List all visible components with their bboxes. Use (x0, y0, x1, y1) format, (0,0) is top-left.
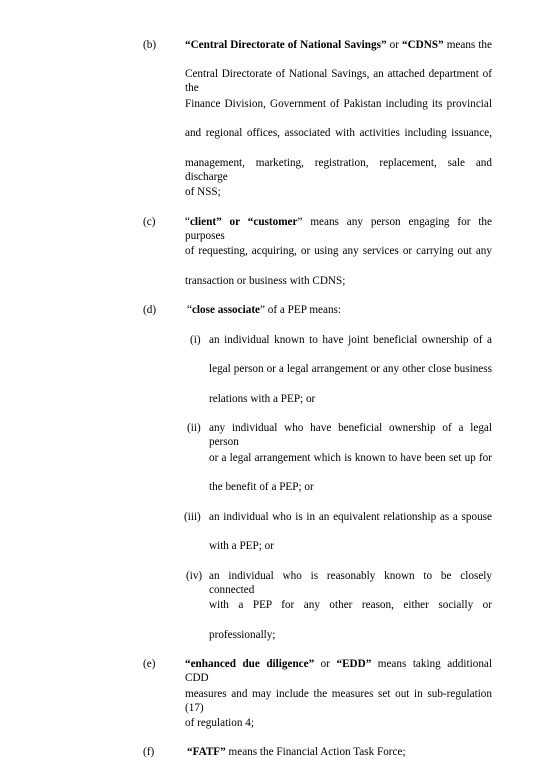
subitem-d-ii-line-1: any individual who have beneficial ownership of a legal person (209, 422, 492, 448)
subitem-d-i-line-3: relations with a PEP; or (209, 393, 316, 405)
item-b-line-4: and regional offices, associated with activities including issuance, (185, 127, 492, 139)
term-close-associate: close associate (191, 304, 261, 316)
item-label-c: (c) (143, 216, 156, 228)
item-b-line-6: of NSS; (185, 186, 221, 198)
item-f-line-1: “FATF” means the Financial Action Task Force; (187, 746, 406, 758)
item-b-line-5: management, marketing, registration, replacement, sale and discharge (185, 157, 492, 183)
term-client-customer: client” or “customer (189, 216, 298, 228)
item-b-line-1: “Central Directorate of National Savings” or “CDNS” means the (185, 39, 492, 51)
subitem-d-i-line-1: an individual known to have joint beneficial ownership of a (209, 334, 492, 346)
item-c-line-1: “client” or “customer” means any person engaging for the purposes (185, 216, 492, 242)
term-cdns: CDNS (407, 39, 439, 51)
item-b-line-3: Finance Division, Government of Pakistan including its provincial (185, 98, 492, 110)
item-e-line-1: “enhanced due diligence” or “EDD” means taking additional CDD (185, 658, 492, 684)
item-label-d: (d) (143, 304, 157, 316)
subitem-d-ii-line-3: the benefit of a PEP; or (209, 481, 314, 493)
term-edd: EDD (342, 658, 366, 670)
item-c-line-3: transaction or business with CDNS; (185, 275, 346, 287)
item-label-e: (e) (143, 658, 156, 670)
item-label-b: (b) (143, 39, 157, 51)
subitem-label-d-iii: (iii) (184, 511, 201, 523)
subitem-d-iv-line-1: an individual who is reasonably known to be closely connected (209, 570, 492, 596)
term-enhanced-due-diligence: enhanced due diligence (190, 658, 309, 670)
subitem-label-d-i: (i) (190, 334, 201, 346)
subitem-label-d-ii: (ii) (187, 422, 201, 434)
subitem-d-iv-line-3: professionally; (209, 629, 276, 641)
subitem-d-iii-line-1: an individual who is in an equivalent relationship as a spouse (209, 511, 492, 523)
subitem-d-iii-line-2: with a PEP; or (209, 540, 274, 552)
item-e-line-2: measures and may include the measures set out in sub-regulation (17) (185, 688, 492, 714)
item-d-line-1: “close associate” of a PEP means: (187, 304, 342, 316)
item-e-line-3: of regulation 4; (185, 717, 254, 729)
subitem-d-i-line-2: legal person or a legal arrangement or any other close business (209, 363, 492, 375)
term-central-directorate: Central Directorate of National Savings (190, 39, 381, 51)
term-fatf: FATF (192, 746, 221, 758)
subitem-d-iv-line-2: with a PEP for any other reason, either socially or (209, 599, 492, 611)
item-b-line-2: Central Directorate of National Savings, an attached department of the (185, 68, 492, 94)
subitem-d-ii-line-2: or a legal arrangement which is known to have been set up for (209, 452, 492, 464)
subitem-label-d-iv: (iv) (186, 570, 203, 582)
item-c-line-2: of requesting, acquiring, or using any services or carrying out any (185, 245, 492, 257)
item-label-f: (f) (143, 746, 155, 758)
